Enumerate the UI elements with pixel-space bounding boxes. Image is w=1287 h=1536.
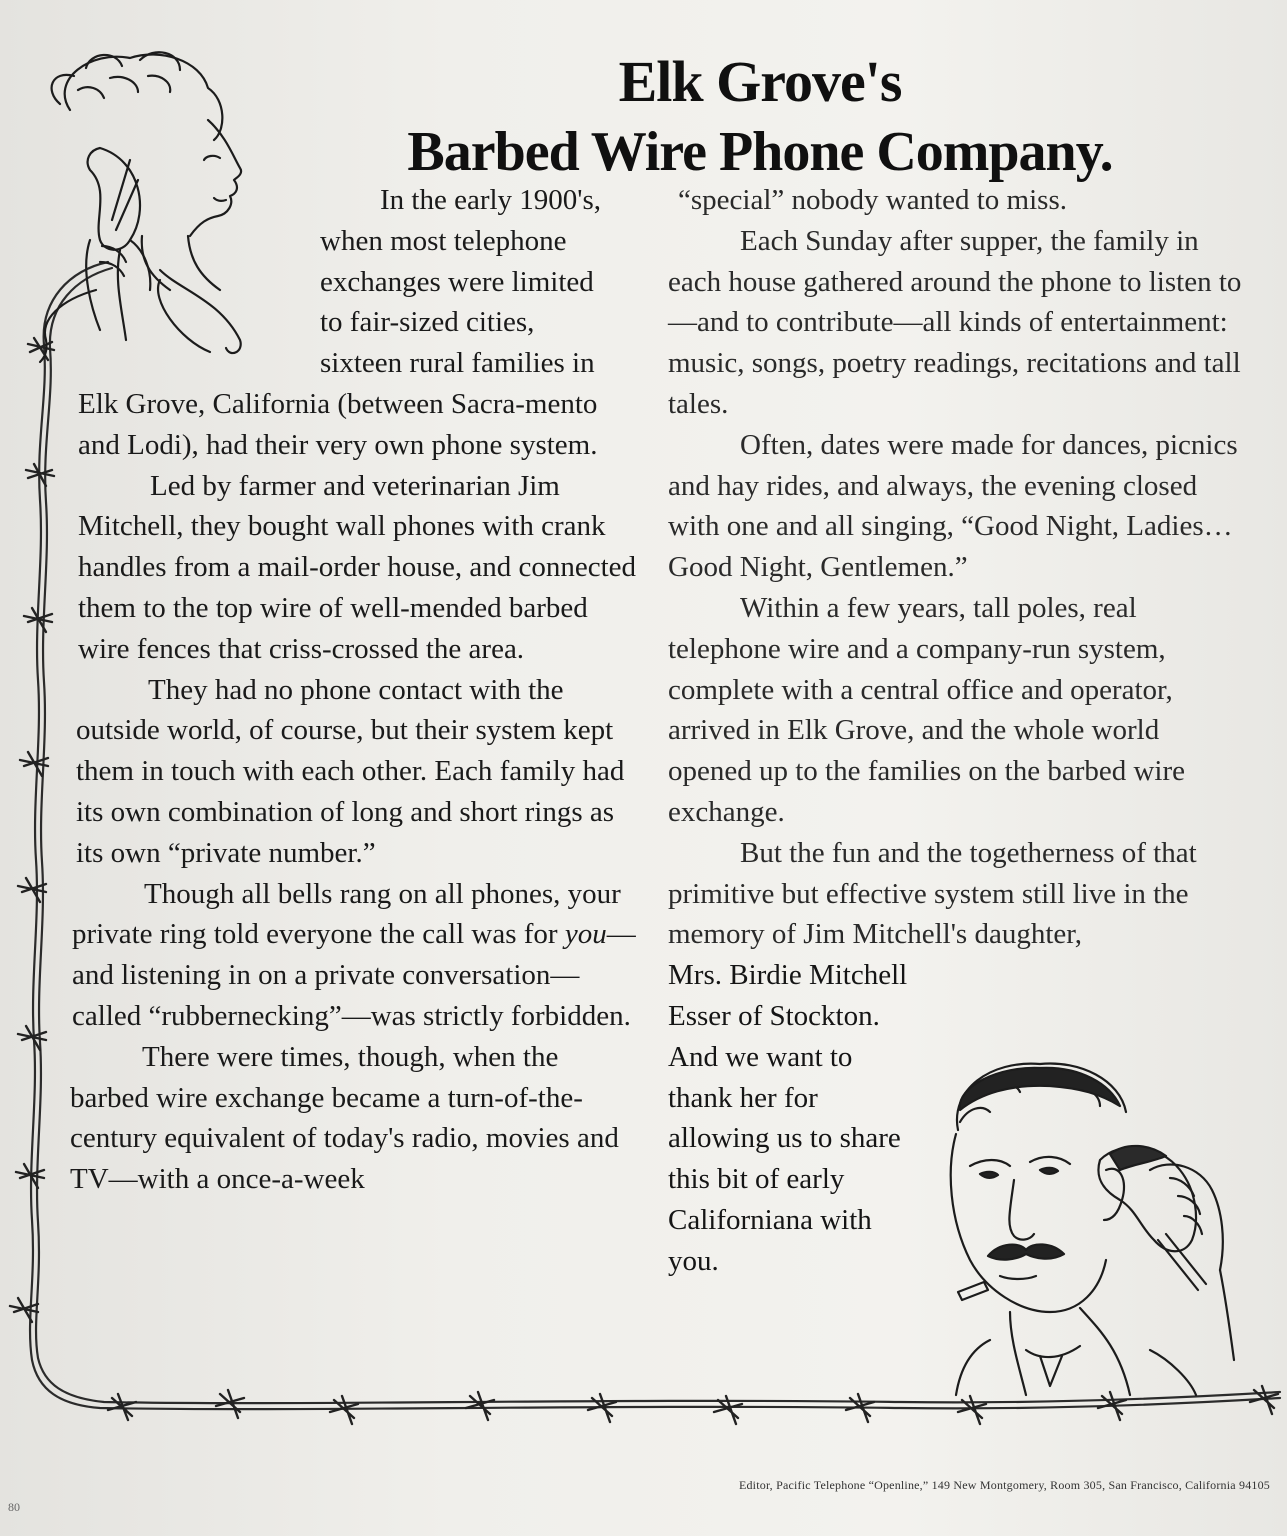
right-paragraph-4: Within a few years, tall poles, real telephone wire and a company-run system, complete with a central office and operator, arrived in Elk Grove, and the whole world opened up to the families on the barbed wire exchange. [668,591,1186,828]
right-paragraph-5: But the fun and the togetherness of that primitive but effective system still live in the memory of Jim Mitchell's daughter, [668,836,1197,951]
headline-line-1: Elk Grove's [618,49,902,114]
paragraph-4-part-b: —and listening in on a private conversation—called “rubbernecking”—was strictly forbidden. [72,918,636,1032]
paragraph-4 [72,874,638,1037]
editor-address-footer: Editor, Pacific Telephone “Openline,” 149 New Montgomery, Room 305, San Francisco, California 94105 [738,1478,1270,1492]
paragraph-1-line-2: when most telephone [320,224,567,257]
page-number: 80 [8,1500,20,1514]
paragraph-4-emphasis: you [564,918,607,951]
paragraph-4-part-a: Though all bells rang on all phones, your private ring told everyone the call was for [72,877,621,951]
paragraph-1-line-3: exchanges were limited [320,265,594,298]
headline-line-2: Barbed Wire Phone Company. [407,121,1113,183]
paragraph-1-line-1: In the early 1900's, [380,184,602,216]
paragraph-1-line-5: sixteen rural families in [320,347,595,380]
paragraph-3: They had no phone contact with the outside world, of course, but their system kept them in touch with each other. Each family had its own combination of long and short rings as its own “private number.” [76,673,625,869]
paragraph-1-rest: Elk Grove, California (between Sacra-mento and Lodi), had their very own phone system. [78,387,598,461]
right-paragraph-3: Often, dates were made for dances, picnics and hay rides, and always, the evening closed with one and all singing, “Good Night, Ladies…Good Night, Gentlemen.” [668,428,1238,584]
left-column [68,180,638,1200]
right-paragraph-6: Mrs. Birdie Mitchell Esser of Stockton. And we want to thank her for allowing us to share this bit of early Californiana with you. [668,959,908,1277]
right-paragraph-1: “special” nobody wanted to miss. [678,184,1067,216]
right-column [668,180,1248,1282]
paragraph-5: There were times, though, when the barbed wire exchange became a turn-of-the-century equivalent of today's radio, movies and TV—with a once-a-week [70,1040,619,1196]
paragraph-2: Led by farmer and veterinarian Jim Mitchell, they bought wall phones with crank handles from a mail-order house, and connected them to the top wire of well-mended barbed wire fences that criss-crossed the area. [78,469,637,665]
paragraph-1-line-4: to fair-sized cities, [320,306,535,339]
right-paragraph-2: Each Sunday after supper, the family in each house gathered around the phone to listen to—and to contribute—all kinds of entertainment: music, songs, poetry readings, recitations and tall tales. [668,224,1242,420]
